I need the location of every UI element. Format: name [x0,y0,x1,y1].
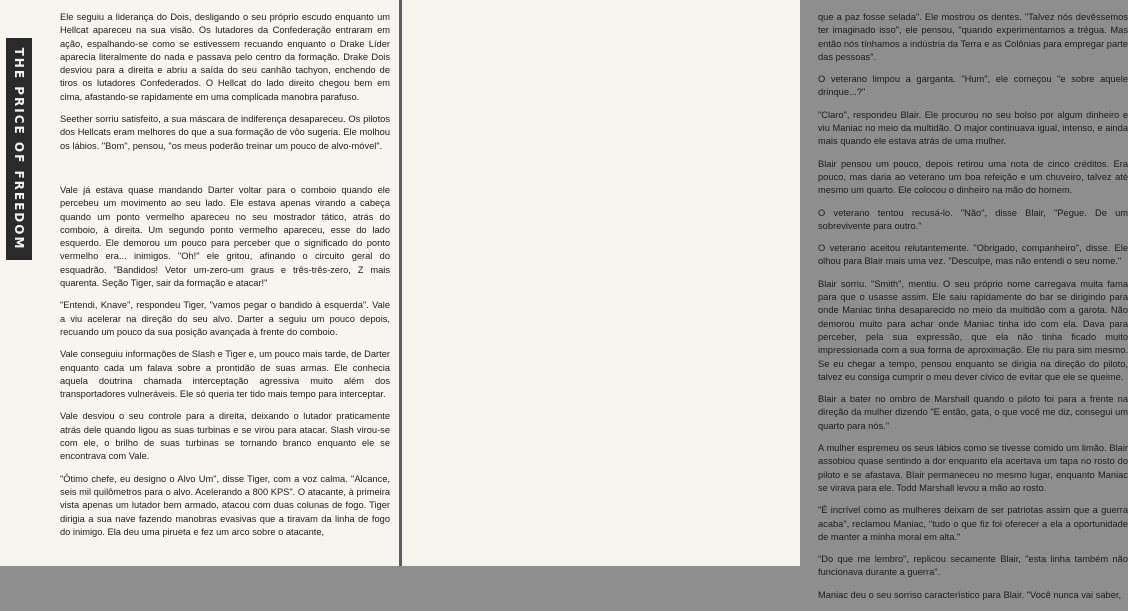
paragraph: Blair a bater no ombro de Marshall quando o piloto foi para a frente na direção da mulher dizendo "E então, gata, o que você me diz, consegui um quarto para nós." [818,394,1128,431]
paragraph: Maniac deu o seu sorriso característico para Blair. "Você nunca vai saber, [818,589,1122,600]
paragraph: Vale desviou o seu controle para a direita, deixando o lutador praticamente atrás dele quando ligou as suas turbinas e se virou para atacar. Slash virou-se com ele, o brilho de suas turbinas se tornando branco enquanto ele se encontrava com Vale. [60,411,390,462]
paragraph: Ele seguiu a liderança do Dois, desligando o seu próprio escudo enquanto um Hellcat apareceu na sua visão. Os lutadores da Confederação entraram em ação, espalhando-se como se estivessem recuando enquanto o Drake Líder aparecia literalmente do nada e passava pelo centro da formação. Drake Dois desviou para a direita e abriu a saída do seu canhão tachyon, enchendo de tiros os lutadores Confederados. O Hellcat do lado direito chegou bem em cima, afastando-se rapidamente em uma complicada manobra parafuso. [60,12,390,102]
paragraph: Vale já estava quase mandando Darter voltar para o comboio quando ele percebeu um movimento ao seu lado. Ele estava apenas virando a cabeça quando um ponto vermelho apareceu no seu mostrador tático, atrás do comboio, à direita. Um segundo ponto vermelho apareceu, esse do lado esquerdo. Ele demorou um pouco para perceber que o significado do ponto vermelho era... inimigos. "Oh!" ele gritou, afinando o circuito geral do esquadrão. "Bandidos! Vetor um-zero-um graus e três-três-zero, Z mais quarenta. Seção Tiger, sair da formação e atacar!" [60,184,390,289]
paragraph: "Do que me lembro", replicou secamente Blair, "esta linha também não funcionava durante a guerra". [818,554,1128,578]
running-title: THE PRICE OF FREEDOM [12,47,26,251]
paragraph: O veterano aceitou relutantemente. "Obrigado, companheiro", disse. Ele olhou para Blair mais uma vez. "Desculpe, mas não entendi o seu nome." [818,243,1128,267]
paragraph: "Entendi, Knave", respondeu Tiger, "vamos pegar o bandido à esquerda". Vale a viu acelerar na direção do seu alvo. Darter a seguiu um pouco depois, recuando um pouco da sua posição avançada à frente do comboio. [60,300,390,337]
paragraph: O veterano tentou recusá-lo. "Não", disse Blair, "Pegue. De um sobrevivente para outro." [818,207,1128,231]
paragraph: "É incrível como as mulheres deixam de ser patriotas assim que a guerra acaba", reclamou Maniac, "tudo o que fiz foi oferecer a ela a oportunidade de manter a minha moral em alta." [818,505,1128,542]
right-page [402,0,1128,600]
paragraph: Seether sorriu satisfeito, a sua máscara de indiferença desapareceu. Os pilotos dos Hellcats eram melhores do que a sua formação de vôo sugeria. Ele molhou os lábios. "Bom", pensou, "os meus poderão treinar um pouco de alvo-móvel". [60,114,390,151]
paragraph: que a paz fosse selada". Ele mostrou os dentes. "Talvez nós devêssemos ter imaginado isso", ele pensou, "quando experimentamos a trégua. Mas então nós tínhamos a indústria da Terra e as Colônias para empregar parte das pessoas". [818,12,1128,62]
paragraph: Blair pensou um pouco, depois retirou uma nota de cinco créditos. Era pouco, mas daria ao veterano um boa refeição e um chuveiro, talvez até mesmo um quarto. Ele colocou o dinheiro na mão do homem. [818,158,1128,196]
paragraph: "Claro", respondeu Blair. Ele procurou no seu bolso por algum dinheiro e viu Maniac no meio da multidão. O major continuava igual, intenso, e ainda mais quando ele estava atrás de uma mulher. [818,109,1128,147]
paragraph: A mulher espremeu os seus lábios como se tivesse comido um limão. Blair assobiou quase sentindo a dor enquanto ela acertava um tapa no rosto do piloto e se afastava. Blair permaneceu no mesmo lugar, enquanto Maniac se virava para ele. Todd Marshall levou a mão ao rosto. [818,443,1128,493]
left-page [0,0,399,566]
paragraph: Vale conseguiu informações de Slash e Tiger e, um pouco mais tarde, de Darter enquanto cada um falava sobre a prontidão de suas armas. Ele conhecia aquela doutrina chamada interceptação agressiva muito além dos transportadores vulneráveis. Ele só queria ter tido mais tempo para interceptar. [60,349,390,400]
paragraph: "Ótimo chefe, eu designo o Alvo Um", disse Tiger, com a voz calma. "Alcance, seis mil quilômetros para o alvo. Acelerando a 800 KPS". O atacante, à primeira vista apenas um lutador bem armado, atacou com duas colunas de fogo. Tiger dirigia a sua nave fazendo manobras evasivas que a tiravam da linha de fogo do inimigo. Ela deu uma pirueta e fez um arco sobre o atacante, [60,473,390,537]
paragraph: O veterano limpou a garganta. "Hum", ele começou "e sobre aquele drinque...?" [818,74,1128,98]
right-text-column [818,11,1128,611]
left-text-column [60,11,390,548]
running-title-tab [6,38,32,260]
paragraph: Blair sorriu. "Smith", mentiu. O seu próprio nome carregava muita fama para que o usasse assim. Ele saiu rapidamente do bar se dirigindo para onde Maniac tinha desaparecido no meio da multidão com a garota. Não demorou muito para achar onde Maniac tinha ido com ela. Dava para perceber, pela sua expressão, que ela não tinha ficado muito impressionada com a sua forma de aproximação. Ele riu para sim mesmo. Se eu chegar a tempo, pensou enquanto se dirigia na direção do piloto, talvez eu consiga cumprir o meu dever cívico de evitar que ele se queime. [818,278,1128,382]
